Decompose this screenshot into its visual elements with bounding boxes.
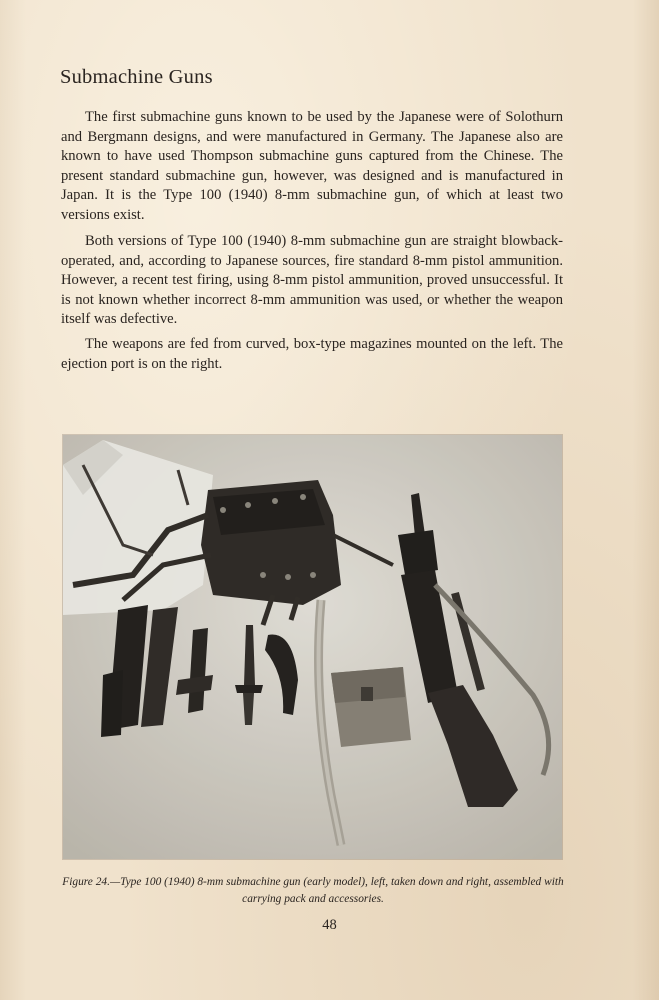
paragraph-3: The weapons are fed from curved, box-type magazines mounted on the left. The ejection port is on the right.: [61, 336, 563, 372]
figure-caption: Figure 24.—Type 100 (1940) 8-mm submachine gun (early model), left, taken down and right, assembled with carrying pack and accessories.: [62, 876, 564, 905]
section-title: Submachine Guns: [60, 66, 213, 88]
figure-photo: [63, 435, 562, 859]
paragraph-2: Both versions of Type 100 (1940) 8-mm submachine gun are straight blowback-operated, and, according to Japanese sources, fire standard 8-mm pistol ammunition. However, a recent test firing, using 8-mm pistol ammunition, proved unsuccessful. It is not known whether incorrect 8-mm ammunition was used, or whether the weapon itself was defective.: [61, 233, 563, 328]
paragraph-1: The first submachine guns known to be used by the Japanese were of Solothurn and Bergmann designs, and were manufactured in Germany. The Japanese also are known to have used Thompson submachine guns captured from the Chinese. The present standard submachine gun, however, was designed and is manufactured in Japan. It is the Type 100 (1940) 8-mm submachine gun, of which at least two versions exist.: [61, 109, 563, 223]
page-number: 48: [322, 917, 337, 933]
